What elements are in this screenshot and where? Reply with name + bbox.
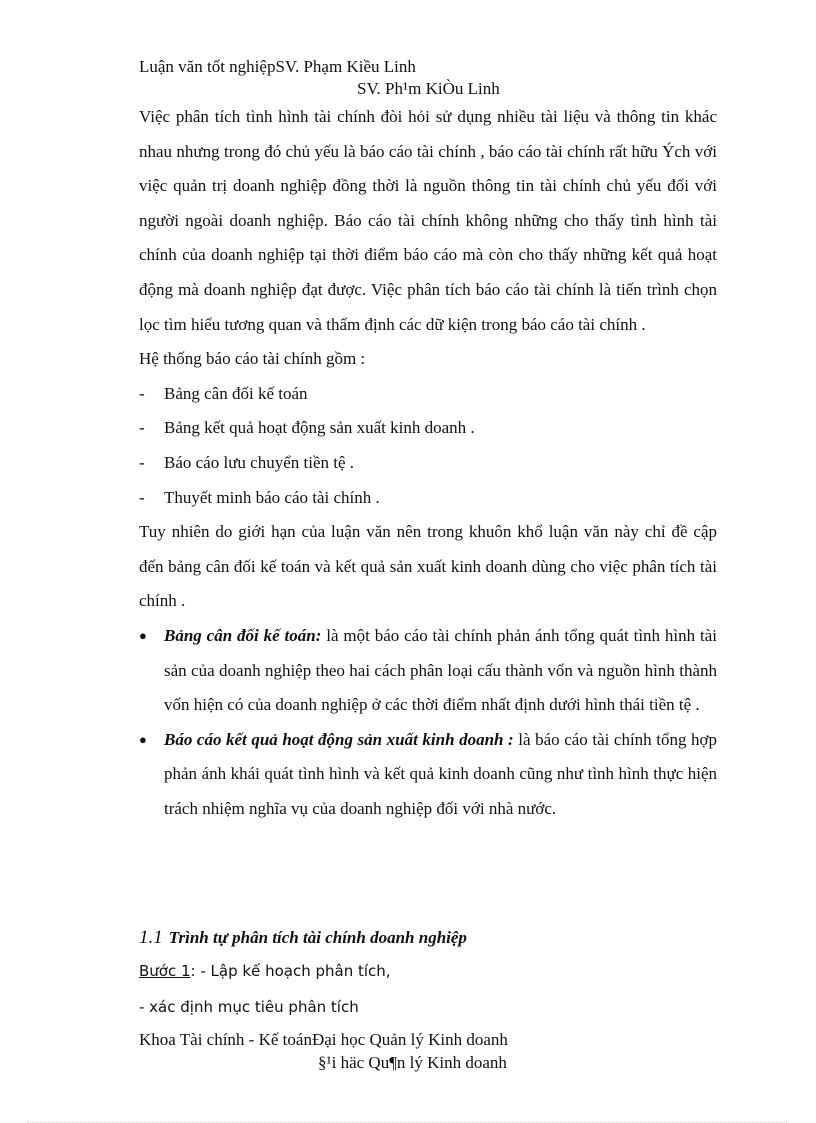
definition-text: là một báo cáo tài chính phản ánh tổng quát tình hình tài sản của doanh nghiệp theo hai cách phân loại cấu thành vốn và nguồn hình thành vốn hiện có của doanh nghiệp ở các thời điểm nhất định dưới hình thái tiền tệ . <box>164 625 717 715</box>
definition-term: Bảng cân đối kế toán: <box>164 625 322 645</box>
section-heading <box>139 927 467 949</box>
list-item <box>139 377 717 412</box>
list-item-text: Báo cáo lưu chuyển tiền tệ . <box>164 452 355 472</box>
report-system-heading: Hệ thống báo cáo tài chính gồm : <box>139 349 366 369</box>
step-2-line: - xác định mục tiêu phân tích <box>139 998 359 1016</box>
dash-marker: - <box>139 383 145 403</box>
list-item <box>139 481 717 516</box>
definition-text: là báo cáo tài chính tổng hợp phản ánh khái quát tình hình và kết quả kinh doanh cũng như tình hình thực hiện trách nhiệm nghĩa vụ của doanh nghiệp đối với nhà nước. <box>164 729 717 818</box>
footer-line: Khoa Tài chính - Kế toánĐại học Quản lý Kinh doanh <box>139 1030 508 1049</box>
step-1-line <box>139 962 391 980</box>
dash-marker: - <box>139 418 145 438</box>
intro-paragraph: Việc phân tích tình hình tài chính đòi hỏi sử dụng nhiều tài liệu và thông tin khác nhau nhưng trong đó chủ yếu là báo cáo tài chính , báo cáo tài chính rất hữu Ých với việc quản trị doanh nghiệp đồng thời là nguồn thông tin tài chính chủ yếu đối với người ngoài doanh nghiệp. Báo cáo tài chính không những cho thấy tình hình tài chính của doanh nghiệp tại thời điểm báo cáo mà còn cho thấy những kết quả hoạt động mà doanh nghiệp đạt được. Việc phân tích báo cáo tài chính là tiến trình chọn lọc tìm hiểu tương quan và thẩm định các dữ kiện trong báo cáo tài chính . <box>139 107 717 334</box>
section-title: Trình tự phân tích tài chính doanh nghiệp <box>168 928 467 947</box>
definition-list <box>139 619 717 827</box>
list-item <box>139 446 717 481</box>
definition-item <box>139 723 717 827</box>
header-line: Luận văn tốt nghiệpSV. Phạm Kiều Linh <box>139 57 416 76</box>
list-item-text: Thuyết minh báo cáo tài chính . <box>164 487 380 507</box>
bullet-icon: ● <box>139 627 147 643</box>
list-item-text: Bảng kết quả hoạt động sản xuất kinh doanh . <box>164 418 475 438</box>
dash-marker: - <box>139 452 145 472</box>
step-1-text: : - Lập kế hoạch phân tích, <box>190 962 391 980</box>
list-item-text: Bảng cân đối kế toán <box>164 383 308 403</box>
limitation-paragraph: Tuy nhiên do giới hạn của luận văn nên trong khuôn khổ luận văn này chỉ đề cập đến bảng cân đối kế toán và kết quả sản xuất kinh doanh dùng cho việc phân tích tài chính . <box>139 522 717 611</box>
step-1-label: Bước 1 <box>139 962 191 980</box>
header-line-legacy-encoding: SV. Ph¹m KiÒu Linh <box>357 79 500 98</box>
definition-term: Báo cáo kết quả hoạt động sản xuất kinh doanh : <box>164 729 514 749</box>
definition-item <box>139 619 717 723</box>
footer-line-legacy-encoding: §¹i häc Qu¶n lý Kinh doanh <box>318 1053 507 1072</box>
report-list <box>139 377 717 515</box>
dash-marker: - <box>139 487 145 507</box>
list-item <box>139 411 717 446</box>
bullet-icon: ● <box>139 731 147 747</box>
body-content <box>139 100 717 826</box>
section-number: 1.1 <box>139 927 163 948</box>
